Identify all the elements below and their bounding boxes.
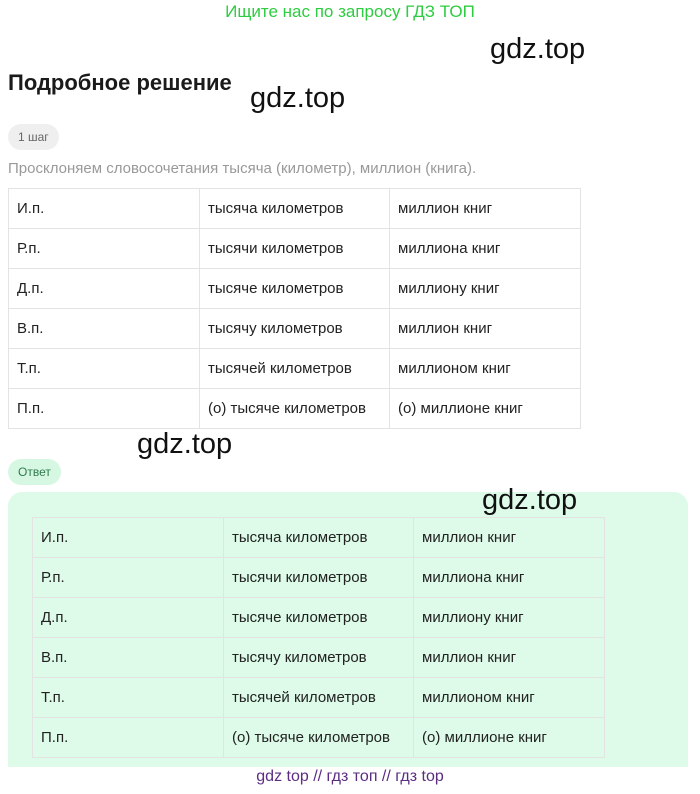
table-cell: (о) миллионе книг xyxy=(390,389,581,429)
table-cell: тысяче километров xyxy=(224,598,414,638)
table-row xyxy=(9,389,581,429)
watermark: gdz.top xyxy=(490,33,586,65)
table-cell: миллиона книг xyxy=(414,558,605,598)
table-row xyxy=(9,309,581,349)
solution-table xyxy=(8,188,581,429)
watermark: gdz.top xyxy=(250,82,346,114)
answer-table xyxy=(32,517,605,758)
table-row xyxy=(33,598,605,638)
table-cell: В.п. xyxy=(9,309,200,349)
table-row xyxy=(33,638,605,678)
table-cell: миллиона книг xyxy=(390,229,581,269)
table-cell: Р.п. xyxy=(9,229,200,269)
table-row xyxy=(9,269,581,309)
table-cell: В.п. xyxy=(33,638,224,678)
table-cell: И.п. xyxy=(9,189,200,229)
table-cell: тысячи километров xyxy=(200,229,390,269)
table-cell: тысячу километров xyxy=(200,309,390,349)
table-cell: тысяче километров xyxy=(200,269,390,309)
table-cell: миллион книг xyxy=(414,638,605,678)
table-cell: Р.п. xyxy=(33,558,224,598)
table-cell: миллиону книг xyxy=(414,598,605,638)
table-cell: П.п. xyxy=(9,389,200,429)
search-banner: Ищите нас по запросу ГДЗ ТОП xyxy=(225,2,475,21)
table-cell: миллионом книг xyxy=(414,678,605,718)
page-title: Подробное решение xyxy=(8,70,232,95)
table-row xyxy=(33,518,605,558)
table-cell: тысяча километров xyxy=(224,518,414,558)
table-cell: (о) миллионе книг xyxy=(414,718,605,758)
table-cell: Д.п. xyxy=(9,269,200,309)
table-cell: тысячей километров xyxy=(200,349,390,389)
table-cell: тысячи километров xyxy=(224,558,414,598)
table-cell: миллиону книг xyxy=(390,269,581,309)
table-row xyxy=(9,189,581,229)
table-cell: тысячу километров xyxy=(224,638,414,678)
table-row xyxy=(9,349,581,389)
table-row xyxy=(33,718,605,758)
watermark: gdz.top xyxy=(137,428,233,460)
table-cell: Т.п. xyxy=(9,349,200,389)
table-cell: (о) тысяче километров xyxy=(200,389,390,429)
answer-badge: Ответ xyxy=(8,459,61,485)
table-cell: миллион книг xyxy=(390,189,581,229)
table-cell: (о) тысяче километров xyxy=(224,718,414,758)
step-badge: 1 шаг xyxy=(8,124,59,150)
table-cell: Т.п. xyxy=(33,678,224,718)
table-row xyxy=(9,229,581,269)
step-description: Просклоняем словосочетания тысяча (километр), миллион (книга). xyxy=(8,160,477,177)
table-cell: миллион книг xyxy=(390,309,581,349)
table-cell: И.п. xyxy=(33,518,224,558)
footer-links: gdz top // гдз топ // гдз top xyxy=(256,768,444,785)
table-row xyxy=(33,678,605,718)
table-cell: миллионом книг xyxy=(390,349,581,389)
table-cell: тысяча километров xyxy=(200,189,390,229)
watermark: gdz.top xyxy=(482,484,578,516)
table-cell: Д.п. xyxy=(33,598,224,638)
table-row xyxy=(33,558,605,598)
table-cell: миллион книг xyxy=(414,518,605,558)
table-cell: тысячей километров xyxy=(224,678,414,718)
table-cell: П.п. xyxy=(33,718,224,758)
